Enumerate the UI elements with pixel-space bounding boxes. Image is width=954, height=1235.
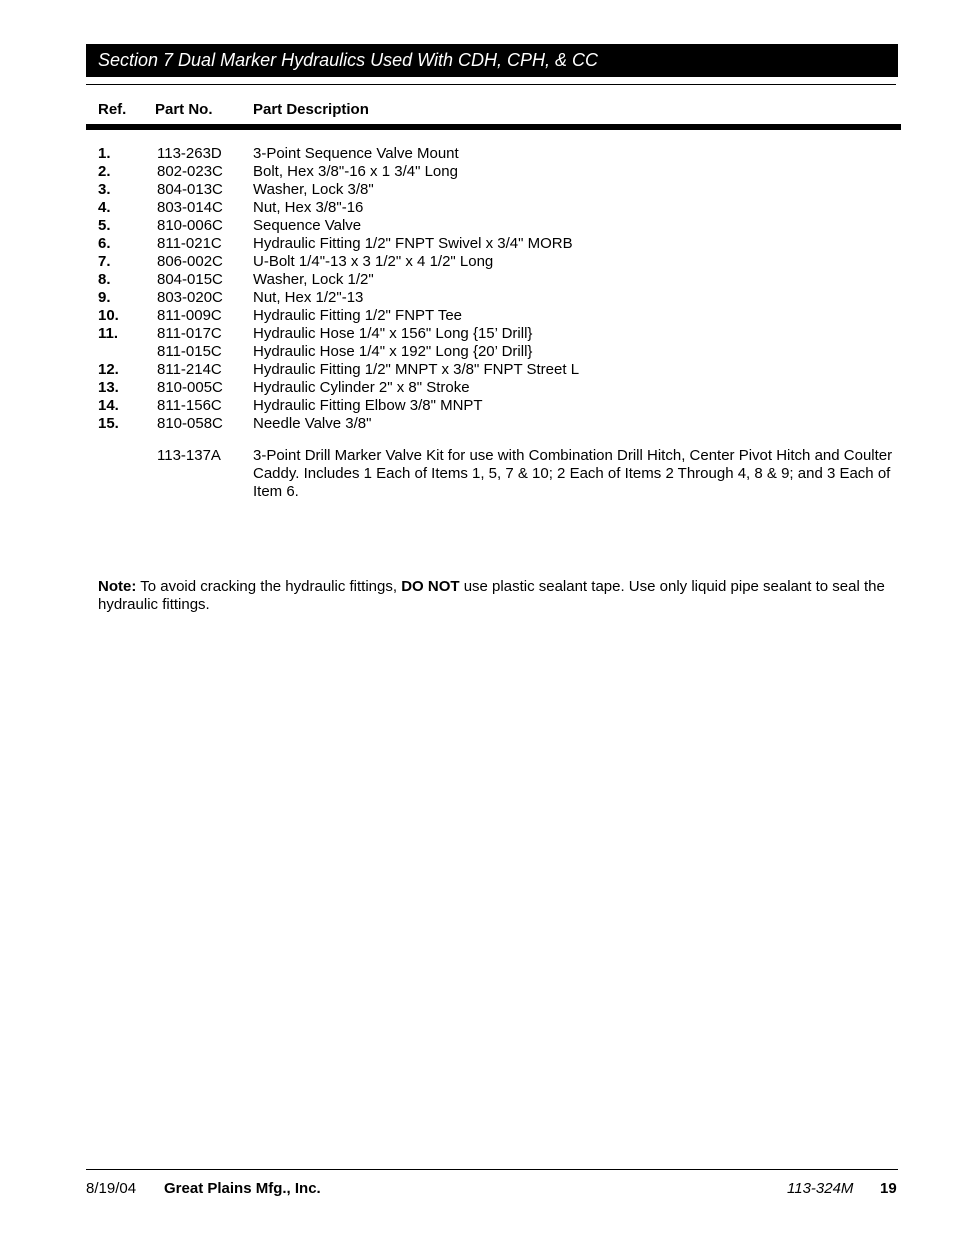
part-number: 806-002C xyxy=(157,253,223,270)
part-number: 802-023C xyxy=(157,163,223,180)
part-description: Hydraulic Hose 1/4" x 156" Long {15’ Drill} xyxy=(253,325,533,342)
part-ref: 7. xyxy=(98,253,111,270)
table-row xyxy=(98,325,898,343)
part-description: 3-Point Sequence Valve Mount xyxy=(253,145,459,162)
table-row xyxy=(98,271,898,289)
part-description: Nut, Hex 3/8"-16 xyxy=(253,199,364,216)
part-description: Hydraulic Hose 1/4" x 192" Long {20’ Drill} xyxy=(253,343,533,360)
part-number: 804-013C xyxy=(157,181,223,198)
column-header-part-no: Part No. xyxy=(155,101,213,118)
note-emphasis: DO NOT xyxy=(401,578,460,595)
part-description: Hydraulic Cylinder 2" x 8" Stroke xyxy=(253,379,470,396)
column-header-description: Part Description xyxy=(253,101,369,118)
table-row xyxy=(98,217,898,235)
part-ref: 2. xyxy=(98,163,111,180)
part-ref: 11. xyxy=(98,325,119,342)
part-description: Hydraulic Fitting 1/2" FNPT Tee xyxy=(253,307,463,324)
kit-description: 3-Point Drill Marker Valve Kit for use with Combination Drill Hitch, Center Pivot Hitch and Coulter Caddy. Includes 1 Each of Items 1, 5, 7 & 10; 2 Each of Items 2 Through 4, 8 & 9; and 3 Each of Item 6. xyxy=(253,447,893,500)
table-row xyxy=(98,235,898,253)
part-description: Sequence Valve xyxy=(253,217,362,234)
parts-list xyxy=(98,145,898,433)
table-row xyxy=(98,379,898,397)
table-row xyxy=(98,253,898,271)
part-ref: 10. xyxy=(98,307,119,324)
part-description: Washer, Lock 3/8" xyxy=(253,181,374,198)
part-ref: 9. xyxy=(98,289,111,306)
table-row xyxy=(98,361,898,379)
part-number: 804-015C xyxy=(157,271,223,288)
footer-page-number: 19 xyxy=(880,1180,897,1197)
note-text-2: use plastic sealant tape. Use only liquid pipe sealant to seal the hydraulic fittings. xyxy=(98,578,885,613)
part-number: 803-014C xyxy=(157,199,223,216)
table-row xyxy=(98,397,898,415)
table-row xyxy=(98,181,898,199)
footer-doc-number: 113-324M xyxy=(787,1180,854,1197)
footer-divider xyxy=(86,1169,898,1170)
table-row xyxy=(98,343,898,361)
table-row xyxy=(98,199,898,217)
part-ref: 1. xyxy=(98,145,111,162)
part-number: 810-006C xyxy=(157,217,223,234)
part-description: U-Bolt 1/4"-13 x 3 1/2" x 4 1/2" Long xyxy=(253,253,494,270)
part-number: 113-263D xyxy=(157,145,222,162)
section-title-bar xyxy=(86,44,898,77)
part-number: 811-015C xyxy=(157,343,222,360)
table-row xyxy=(98,163,898,181)
kit-part-no: 113-137A xyxy=(157,447,221,464)
note xyxy=(98,578,898,614)
table-header-rule xyxy=(86,124,901,130)
footer-date: 8/19/04 xyxy=(86,1180,137,1197)
footer-company: Great Plains Mfg., Inc. xyxy=(164,1180,321,1197)
part-number: 810-058C xyxy=(157,415,223,432)
part-description: Hydraulic Fitting Elbow 3/8" MNPT xyxy=(253,397,483,414)
note-label: Note: xyxy=(98,578,137,595)
part-ref: 12. xyxy=(98,361,119,378)
part-ref: 4. xyxy=(98,199,111,216)
table-row xyxy=(98,289,898,307)
table-row xyxy=(98,145,898,163)
part-ref: 14. xyxy=(98,397,119,414)
part-description: Hydraulic Fitting 1/2" FNPT Swivel x 3/4" MORB xyxy=(253,235,573,252)
header-divider xyxy=(86,84,896,85)
note-text-1: To avoid cracking the hydraulic fittings, xyxy=(136,578,402,595)
part-description: Nut, Hex 1/2"-13 xyxy=(253,289,364,306)
part-description: Hydraulic Fitting 1/2" MNPT x 3/8" FNPT Street L xyxy=(253,361,580,378)
table-row xyxy=(98,415,898,433)
table-row xyxy=(98,307,898,325)
part-description: Bolt, Hex 3/8"-16 x 1 3/4" Long xyxy=(253,163,458,180)
part-ref: 5. xyxy=(98,217,111,234)
section-title: Section 7 Dual Marker Hydraulics Used With CDH, CPH, & CC xyxy=(98,50,598,70)
part-ref: 6. xyxy=(98,235,111,252)
part-ref: 8. xyxy=(98,271,111,288)
part-ref: 13. xyxy=(98,379,119,396)
part-number: 811-214C xyxy=(157,361,222,378)
part-description: Needle Valve 3/8" xyxy=(253,415,372,432)
part-number: 811-009C xyxy=(157,307,222,324)
column-header-ref: Ref. xyxy=(98,101,127,118)
part-number: 811-156C xyxy=(157,397,222,414)
part-ref: 3. xyxy=(98,181,111,198)
part-number: 811-017C xyxy=(157,325,222,342)
part-number: 803-020C xyxy=(157,289,223,306)
part-description: Washer, Lock 1/2" xyxy=(253,271,374,288)
part-number: 810-005C xyxy=(157,379,223,396)
part-number: 811-021C xyxy=(157,235,222,252)
part-ref: 15. xyxy=(98,415,119,432)
